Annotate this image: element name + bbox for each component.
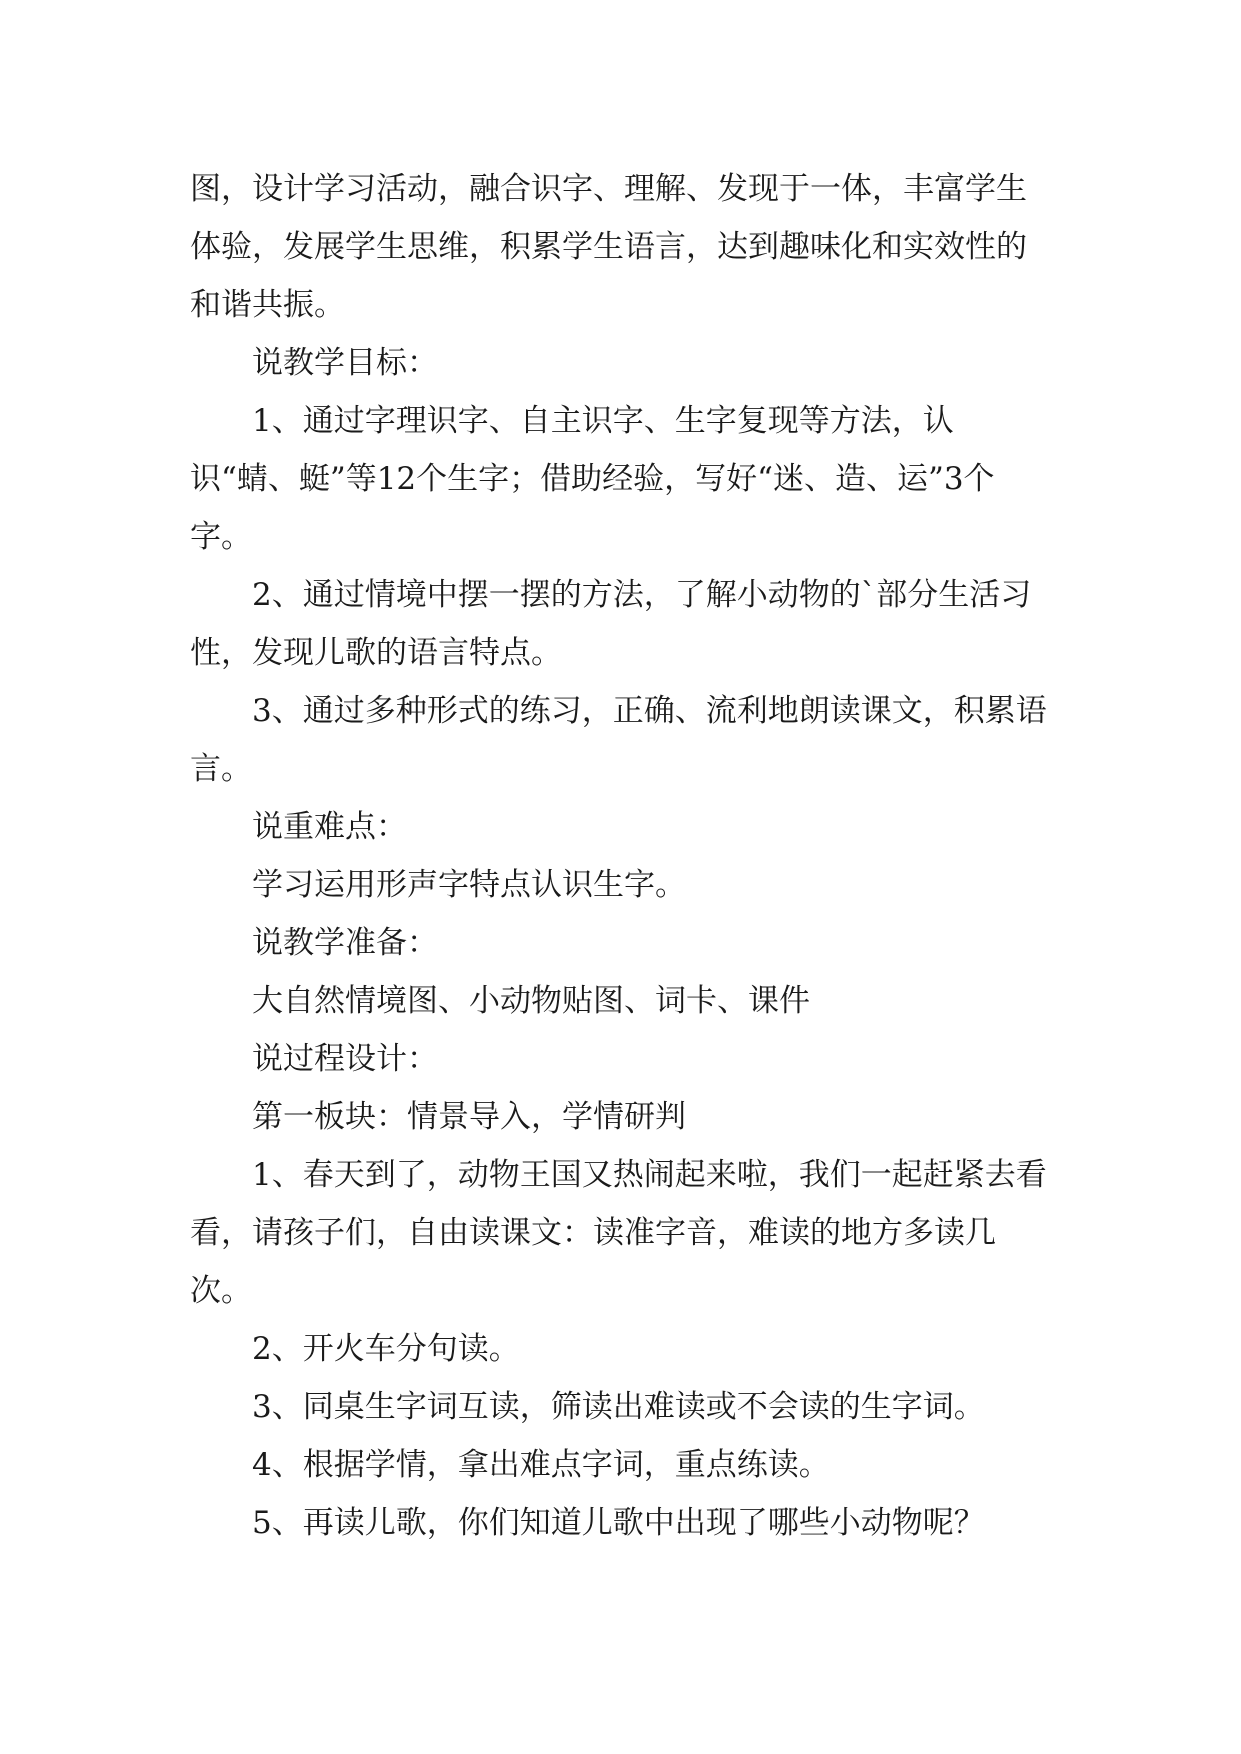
goal-item-3: 3、通过多种形式的练习，正确、流利地朗读课文，积累语言。 — [190, 693, 1047, 787]
process-step-5: 5、再读儿歌，你们知道儿歌中出现了哪些小动物呢？ — [252, 1505, 985, 1541]
heading-teaching-goals: 说教学目标： — [252, 345, 438, 381]
heading-key-difficulties: 说重难点： — [252, 809, 407, 845]
goal-item-2: 2、通过情境中摆一摆的方法，了解小动物的`部分生活习性，发现儿歌的语言特点。 — [190, 577, 1032, 671]
section-one-title: 第一板块：情景导入，学情研判 — [252, 1099, 686, 1135]
heading-teaching-preparation: 说教学准备： — [252, 925, 438, 961]
process-step-3: 3、同桌生字词互读，筛读出难读或不会读的生字词。 — [252, 1389, 985, 1425]
process-step-1: 1、春天到了，动物王国又热闹起来啦，我们一起赶紧去看看，请孩子们，自由读课文：读准字音，难读的地方多读几次。 — [190, 1157, 1047, 1309]
document-body — [190, 160, 1055, 1552]
key-difficulty-text: 学习运用形声字特点认识生字。 — [252, 867, 686, 903]
paragraph-intro-continued: 图，设计学习活动，融合识字、理解、发现于一体，丰富学生体验，发展学生思维，积累学生语言，达到趣味化和实效性的和谐共振。 — [190, 171, 1027, 323]
heading-process-design: 说过程设计： — [252, 1041, 438, 1077]
goal-item-1: 1、通过字理识字、自主识字、生字复现等方法，认识“蜻、蜓”等12个生字；借助经验，写好“迷、造、运”3个字。 — [190, 403, 995, 555]
process-step-2: 2、开火车分句读。 — [252, 1331, 520, 1367]
preparation-text: 大自然情境图、小动物贴图、词卡、课件 — [252, 983, 810, 1019]
process-step-4: 4、根据学情，拿出难点字词，重点练读。 — [252, 1447, 830, 1483]
